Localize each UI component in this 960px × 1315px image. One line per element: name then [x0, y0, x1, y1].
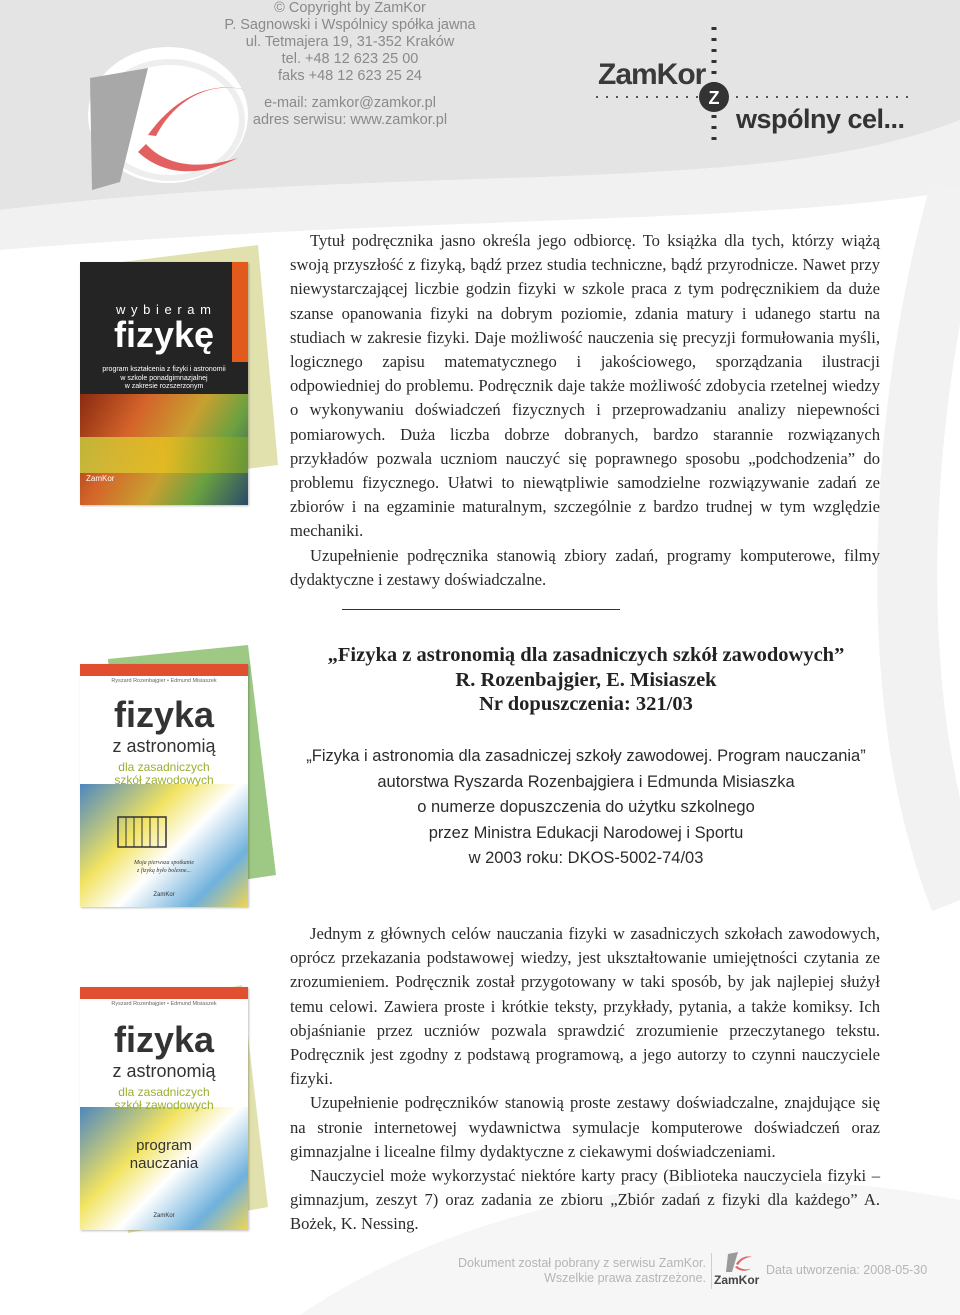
book-cover-wybieram-fizyke[interactable] — [80, 262, 248, 505]
section1-text — [290, 229, 880, 592]
contact-line: P. Sagnowski i Wspólnicy spółka jawna — [224, 17, 476, 33]
program-info — [280, 744, 892, 872]
cover-handwriting2: z fizyką było bolesne... — [137, 868, 191, 874]
cover-title: fizyka — [113, 694, 215, 735]
program-line: „Fizyka i astronomia dla zasadniczej szkoły zawodowej. Program nauczania” — [306, 747, 866, 765]
book-cover-fizyka-z-astronomia[interactable] — [80, 664, 248, 907]
cover-publisher: ZamKor — [153, 892, 175, 898]
cover-publisher: ZamKor — [153, 1213, 175, 1219]
paragraph: Nauczyciel może wykorzystać niektóre karty pracy (Biblioteka nauczyciela fizyki – gimnazjum, zeszyt 7) oraz zadania ze zbioru „Zbiór zadań z fizyki dla każdego” A. Bożek, K. Nessing. — [290, 1166, 880, 1234]
footer-logo-icon — [724, 1250, 754, 1274]
book-authors: R. Rozenbajgier, E. Misiaszek — [455, 668, 717, 691]
cover-handwriting1: Moja pierwsza spotkanie — [134, 860, 194, 866]
book-title: „Fizyka z astronomią dla zasadniczych szkół zawodowych” — [327, 644, 845, 666]
cover-title2: z astronomią — [112, 736, 216, 756]
cover-series: w y b i e r a m — [116, 302, 212, 317]
svg-text:Z: Z — [708, 88, 720, 108]
email-link[interactable]: e-mail: zamkor@zamkor.pl — [264, 95, 436, 111]
cover-label1: program — [136, 1137, 192, 1154]
website-link[interactable]: adres serwisu: www.zamkor.pl — [252, 112, 448, 128]
book-cover-program-nauczania[interactable] — [80, 987, 248, 1230]
paragraph: Uzupełnienie podręcznika stanowią zbiory zadań, programy komputerowe, filmy dydaktyczne i zestawy doświadczalne. — [290, 545, 880, 589]
cover-publisher: ZamKor — [86, 474, 115, 483]
cover-subtitle-line: w zakresie rozszerzonym — [124, 383, 204, 390]
footer-line: Dokument został pobrany z serwisu ZamKor. — [457, 1256, 706, 1270]
section2-text — [290, 922, 880, 1237]
paragraph: Uzupełnienie podręczników stanowią proste zestawy doświadczalne, znajdujące się na stronie internetowej wydawnictwa symulacje komputerowe doświadczeń oraz gimnazjalne i licealne filmy dydaktyczne z ciekawymi doświadczeniami. — [290, 1093, 880, 1161]
crib-sketch-icon — [114, 809, 174, 854]
contact-line: © Copyright by ZamKor — [274, 0, 426, 16]
contact-block — [170, 0, 530, 129]
contact-line: tel. +48 12 623 25 00 — [281, 51, 419, 67]
contact-line: faks +48 12 623 25 24 — [278, 68, 422, 84]
cover-subtitle-line: program kształcenia z fizyki i astronomii — [102, 366, 226, 373]
cover-title2: z astronomią — [112, 1061, 216, 1081]
cover-sub2: szkół zawodowych — [114, 773, 214, 787]
cover-label2: nauczania — [129, 1155, 199, 1172]
footer-date: Data utworzenia: 2008-05-30 — [766, 1263, 928, 1277]
cover-sub2: szkół zawodowych — [114, 1098, 214, 1112]
brand-name: ZamKor — [598, 58, 706, 91]
footer-line: Wszelkie prawa zastrzeżone. — [544, 1270, 706, 1285]
program-line: o numerze dopuszczenia do użytku szkolnego — [417, 798, 755, 817]
contact-line: ul. Tetmajera 19, 31-352 Kraków — [245, 34, 455, 50]
cover-title: fizykę — [113, 314, 215, 355]
footer-brand: ZamKor — [714, 1273, 760, 1287]
program-line: autorstwa Ryszarda Rozenbajgiera i Edmunda Misiaszka — [377, 772, 795, 791]
approval-number: Nr dopuszczenia: 321/03 — [479, 693, 693, 715]
section-divider — [342, 609, 620, 610]
paragraph: Tytuł podręcznika jasno określa jego odbiorcę. To książka dla tych, którzy wiążą swoją przyszłość z fizyką, bądź przez studia techniczne, bądź przyrodnicze. Nawet przy niewystarczającej liczbie godzin fizyki w szkole praca z tym podręcznikiem da duże szanse opanowania fizyki na dobrym poziomie, zdania matury i udanego startu na studiach w zakresie fizyki. Daje możliwość nauczenia się precyzji formułowania myśli, logicznego zapisu matematycznego i jakościowego, sporządzania ilustracji odpowiedniej do problemu. Podręcznik daje także możliwość zdobycia rzetelnej wiedzy o wykonywaniu doświadczeń fizycznych i przeprowadzaniu analizy niepewności pomiarowych. Duża liczba dobrze dobranych, bardzo starannie rozwiązanych przykładów pozwala uczniom nauczyć się poprawnego sposobu „podchodzenia” do problemu fizycznego. Ułatwi to niewątpliwie samodzielne rozwiązywanie zadań ze zbiorów i na egzaminie maturalnym, szczególnie z bardzo trudnej w tym względzie mechaniki. — [290, 231, 880, 541]
cover-subtitle-line: w szkole ponadgimnazjalnej — [120, 374, 208, 382]
cover-authors: Ryszard Rozenbajgier • Edmund Misiaszek — [111, 678, 217, 684]
cover-sub1: dla zasadniczych — [118, 1085, 210, 1099]
paragraph: Jednym z głównych celów nauczania fizyki w zasadniczych szkołach zawodowych, oprócz przekazania podstawowej wiedzy, jest ukształtowanie umiejętności czytania ze zrozumieniem. Podręcznik został przygotowany w taki sposób, by jak najlepiej służył temu celowi. Zawiera proste i krótkie teksty, przykłady, pytania, a także komiksy. Ich objaśnianie przez uczniów pozwala sprawdzić zrozumienie przeczytanego tekstu. Podręcznik jest zgodny z podstawą programową, a jego autorzy to czynni nauczyciele fizyki. — [290, 924, 880, 1089]
book-heading — [280, 643, 892, 717]
cover-sub1: dla zasadniczych — [118, 760, 210, 774]
brand-slogan: wspólny cel... — [736, 104, 905, 134]
footer-separator — [711, 1253, 712, 1289]
footer-notice — [440, 1256, 706, 1285]
program-line: w 2003 roku: DKOS-5002-74/03 — [468, 849, 704, 868]
cover-authors: Ryszard Rozenbajgier • Edmund Misiaszek — [111, 1001, 217, 1007]
cover-title: fizyka — [113, 1019, 215, 1060]
program-line: przez Ministra Edukacji Narodowej i Sportu — [428, 823, 744, 842]
